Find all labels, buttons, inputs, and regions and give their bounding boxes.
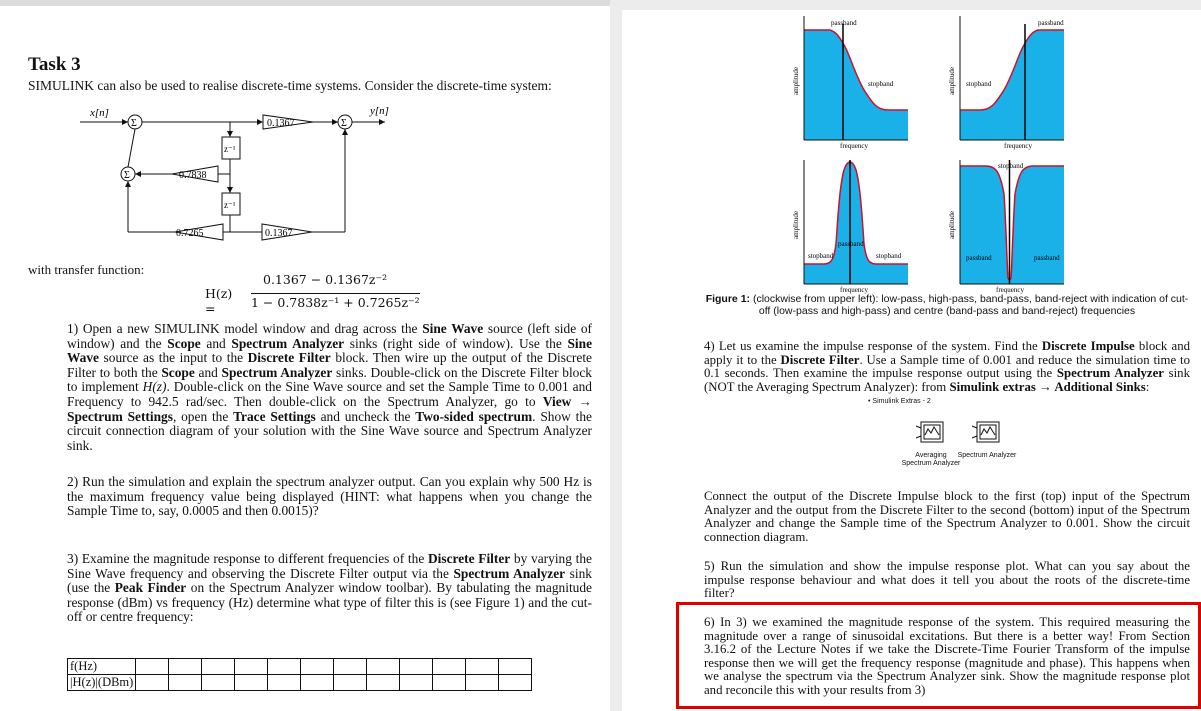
delay-1-label: z⁻¹ [224, 144, 236, 154]
chart-lowpass [784, 10, 924, 150]
lowpass-fill [804, 16, 908, 140]
figure-caption: Figure 1: (clockwise from upper left): low-pass, high-pass, band-pass, band-reject with indication of cut-off (low-pass and high-pass) and centre (band-pass and band-reject) frequencies [705, 293, 1189, 317]
table-row [68, 659, 532, 675]
averaging-spectrum-analyzer-icon [914, 418, 948, 446]
spectrum-analyzer-icon [970, 418, 1004, 446]
sum-symbol-3: Σ [124, 170, 130, 181]
paragraph-2: 2) Run the simulation and explain the spectrum analyzer output. Can you explain why 500 Hz is the maximum frequency value being displayed (HINT: what happens when you change the Sample Time to, say, 0.0005 and then 0.0015)? [67, 474, 592, 519]
paragraph-6: 6) In 3) we examined the magnitude response of the system. This required measuring the magnitude over a range of sinusoidal excitations. But there is a better way! From Section 3.16.2 of the Lecture Notes if we take the Discrete-Time Fourier Transform of the impulse response then we will get the frequency response (magnitude and phase). This happens when we analyse the spectrum via the Spectrum Analyzer sink. Show the magnitude response plot and reconcile this with your results from 3) [704, 615, 1190, 697]
input-label: x[n] [90, 107, 109, 119]
measurement-table [67, 658, 532, 691]
bandreject-label-stopband: stopband [998, 162, 1024, 170]
bandpass-label-stopband-1: stopband [808, 252, 834, 260]
sum-symbol-1: Σ [131, 118, 137, 129]
spectrum-analyzer-label: Spectrum Analyzer [957, 452, 1017, 459]
row-header-freq: f(Hz) [68, 659, 136, 675]
chart-highpass [940, 10, 1080, 150]
paragraph-1: 1) Open a new SIMULINK model window and drag across the Sine Wave source (left side of window) and the Scope and Spectrum Analyzer sinks (right side of window). Use the Sine Wave source as the input to the Discrete Filter block. Then wire up the output of the Discrete Filter to both the Scope and Spectrum Analyzer sinks. Double-click on the Discrete Filter block to implement H(z). Double-click on the Sine Wave source and set the Sample Time to 0.001 and Frequency to 942.5 rad/sec. Then double-click on the Spectrum Analyzer, go to View → Spectrum Settings, open the Trace Settings and uncheck the Two-sided spectrum. Show the circuit connection diagram of your solution with the Sine Wave source and Spectrum Analyzer sink. [67, 321, 593, 453]
highpass-label-passband: passband [1038, 19, 1064, 27]
lowpass-xlabel: frequency [840, 142, 868, 150]
bandreject-label-passband-1: passband [966, 254, 992, 262]
formula-lhs: H(z) = [205, 286, 233, 316]
table-row [68, 675, 532, 691]
delay-2-label: z⁻¹ [224, 200, 236, 210]
bandpass-fill [804, 162, 908, 284]
paragraph-4b: Connect the output of the Discrete Impulse block to the first (top) input of the Spectrum Analyzer and the output from the Discrete Filter to the second (bottom) input of the Spectrum Analyzer and change the Sample time of the Spectrum Analyzer to 0.001. Show the circuit connection diagram. [704, 489, 1190, 544]
right-page [622, 10, 1201, 711]
bandreject-xlabel: frequency [996, 286, 1024, 294]
bandpass-xlabel: frequency [840, 286, 868, 294]
highpass-ylabel: amplitude [948, 67, 956, 95]
paragraph-4: 4) Let us examine the impulse response of the system. Find the Discrete Impulse block and apply it to the Discrete Filter. Use a Sample time of 0.001 and reduce the simulation time to 0.1 seconds. Then examine the impulse response output using the Spectrum Analyzer sink (NOT the Averaging Spectrum Analyzer): from Simulink extras → Additional Sinks: [704, 339, 1190, 394]
task-title: Task 3 [28, 54, 81, 75]
paragraph-5: 5) Run the simulation and show the impulse response plot. What can you say about the impulse response behaviour and what does it tell you about the roots of the discrete-time filter? [704, 559, 1190, 600]
formula-numerator: 0.1367 − 0.1367z⁻² [263, 272, 388, 287]
bandpass-label-passband: passband [838, 240, 864, 248]
intro-text: SIMULINK can also be used to realise discrete-time systems. Consider the discrete-time system: [28, 78, 552, 93]
chart-bandpass [784, 154, 924, 294]
bandpass-ylabel: amplitude [792, 211, 800, 239]
highpass-xlabel: frequency [1004, 142, 1032, 150]
sum-symbol-2: Σ [341, 118, 347, 129]
block-diagram [80, 100, 420, 245]
gain-top-label: 0.1367 [267, 118, 295, 129]
formula-denominator: 1 − 0.7838z⁻¹ + 0.7265z⁻² [251, 295, 420, 310]
simulink-extras-label: • Simulink Extras - 2 [868, 398, 931, 405]
averaging-spectrum-analyzer-label: Averaging Spectrum Analyzer [901, 452, 961, 467]
bandpass-label-stopband-2: stopband [876, 252, 902, 260]
gain-bottom-right-label: 0.1367 [265, 228, 293, 239]
lowpass-ylabel: amplitude [792, 67, 800, 95]
row-header-mag: |H(z)|(DBm) [68, 675, 136, 691]
output-label: y[n] [370, 105, 389, 117]
gain-mid-label: 0.7838 [179, 170, 207, 181]
page-top-strip [0, 0, 610, 6]
bandreject-ylabel: amplitude [948, 211, 956, 239]
highpass-label-stopband: stopband [966, 80, 992, 88]
gain-bottom-left-label: 0.7265 [176, 228, 204, 239]
bandreject-label-passband-2: passband [1034, 254, 1060, 262]
lowpass-label-stopband: stopband [868, 80, 894, 88]
with-transfer-function: with transfer function: [28, 262, 145, 277]
lowpass-label-passband: passband [831, 19, 857, 27]
paragraph-3: 3) Examine the magnitude response to different frequencies of the Discrete Filter by varying the Sine Wave frequency and observing the Discrete Filter output via the Spectrum Analyzer sink (use the Peak Finder on the Spectrum Analyzer window toolbar). By tabulating the magnitude response (dBm) vs frequency (Hz) determine what type of filter this is (see Figure 1) and the cut-off or centre frequency: [67, 551, 593, 625]
chart-bandreject [940, 154, 1080, 294]
